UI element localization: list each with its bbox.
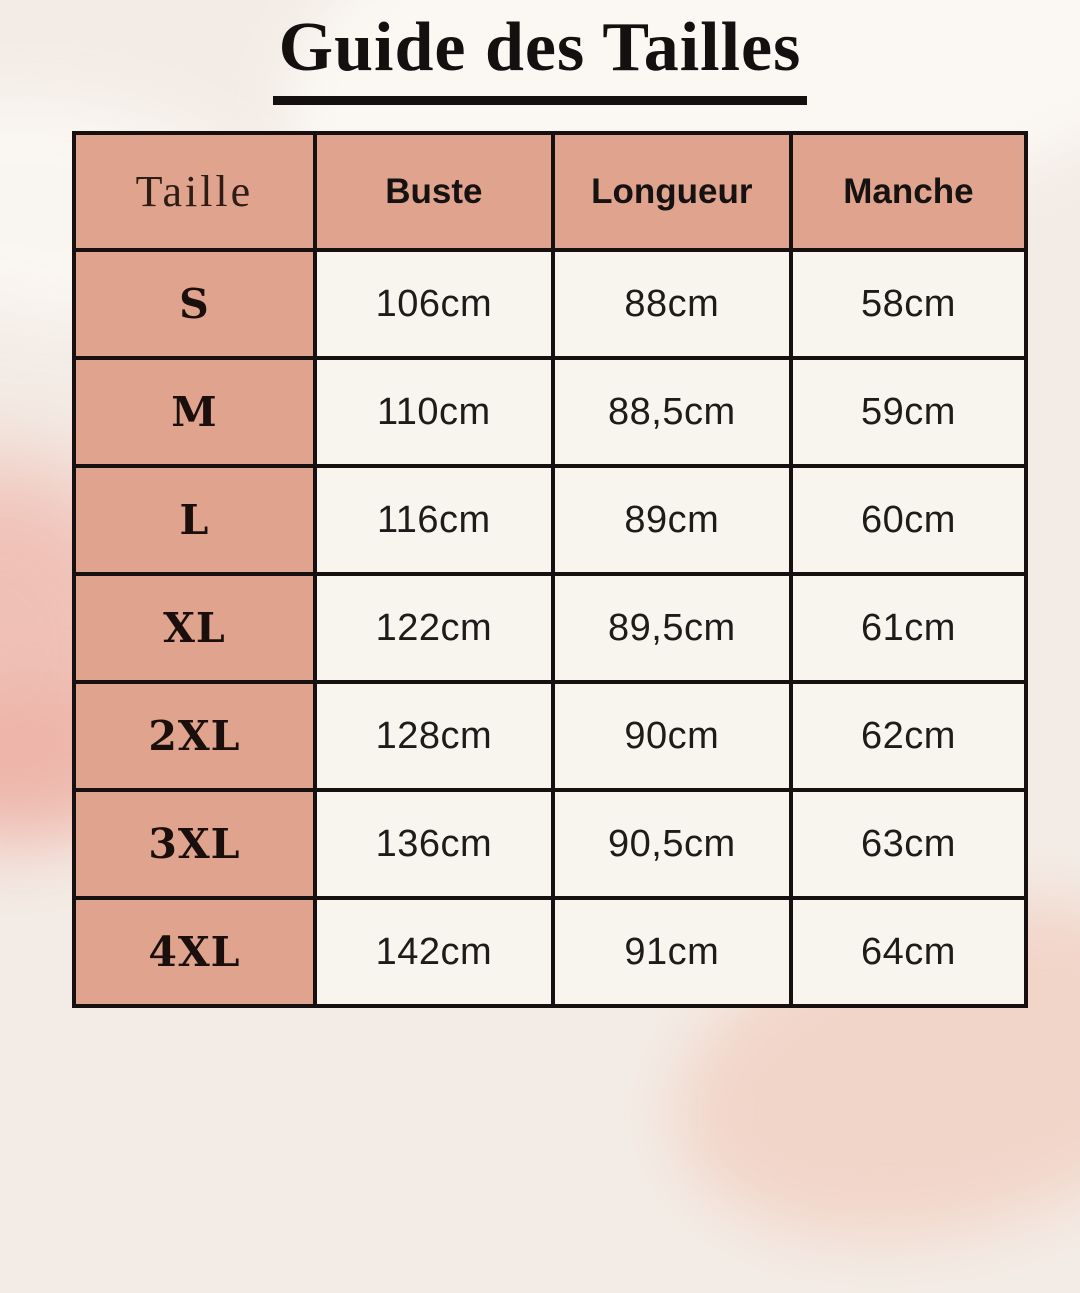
manche-value: 61cm xyxy=(791,574,1026,682)
table-row-l xyxy=(74,466,1026,574)
manche-value: 59cm xyxy=(791,358,1026,466)
manche-value: 63cm xyxy=(791,790,1026,898)
size-label: S xyxy=(74,250,315,358)
longueur-value: 88cm xyxy=(553,250,791,358)
longueur-value: 88,5cm xyxy=(553,358,791,466)
size-guide-table xyxy=(72,131,1028,1008)
manche-value: 62cm xyxy=(791,682,1026,790)
size-label: 2XL xyxy=(74,682,315,790)
table-header-row xyxy=(74,133,1026,250)
table-row-2xl xyxy=(74,682,1026,790)
column-header-taille: Taille xyxy=(74,133,315,250)
table-row-s xyxy=(74,250,1026,358)
manche-value: 64cm xyxy=(791,898,1026,1006)
buste-value: 106cm xyxy=(315,250,553,358)
longueur-value: 89,5cm xyxy=(553,574,791,682)
size-label: L xyxy=(74,466,315,574)
longueur-value: 89cm xyxy=(553,466,791,574)
longueur-value: 90cm xyxy=(553,682,791,790)
table-row-m xyxy=(74,358,1026,466)
longueur-value: 90,5cm xyxy=(553,790,791,898)
size-label: 4XL xyxy=(74,898,315,1006)
column-header-buste: Buste xyxy=(315,133,553,250)
buste-value: 122cm xyxy=(315,574,553,682)
size-label: XL xyxy=(74,574,315,682)
buste-value: 142cm xyxy=(315,898,553,1006)
buste-value: 110cm xyxy=(315,358,553,466)
table-row-xl xyxy=(74,574,1026,682)
table-row-3xl xyxy=(74,790,1026,898)
table-row-4xl xyxy=(74,898,1026,1006)
size-label: M xyxy=(74,358,315,466)
column-header-longueur: Longueur xyxy=(553,133,791,250)
column-header-manche: Manche xyxy=(791,133,1026,250)
title-container xyxy=(0,6,1080,105)
size-label: 3XL xyxy=(74,790,315,898)
page-title: Guide des Tailles xyxy=(273,6,808,105)
buste-value: 116cm xyxy=(315,466,553,574)
size-guide-table-container xyxy=(72,131,1028,1008)
longueur-value: 91cm xyxy=(553,898,791,1006)
manche-value: 58cm xyxy=(791,250,1026,358)
buste-value: 128cm xyxy=(315,682,553,790)
buste-value: 136cm xyxy=(315,790,553,898)
manche-value: 60cm xyxy=(791,466,1026,574)
